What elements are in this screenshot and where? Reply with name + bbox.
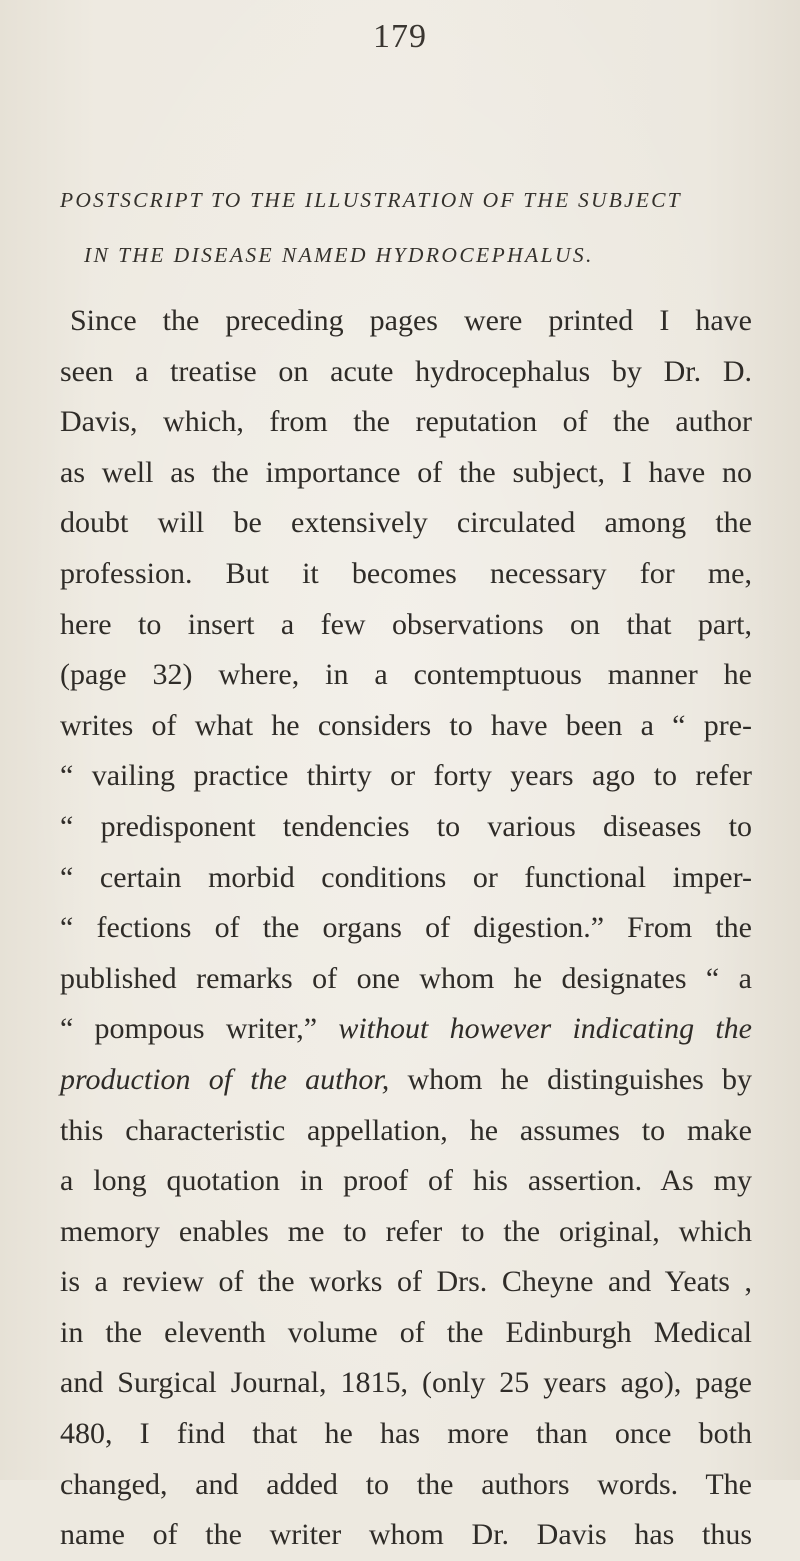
text-line: published remarks of one whom he designates “ a: [60, 961, 752, 995]
text-line: writes of what he considers to have been a “ pre-: [60, 708, 752, 742]
text-line: “ fections of the organs of digestion.” From the: [60, 911, 752, 945]
text-line: “ vailing practice thirty or forty years ago to refer: [60, 759, 752, 793]
page-number: 179: [373, 18, 427, 55]
text-line: (page 32) where, in a contemptuous manner he: [60, 658, 752, 692]
text-line: profession. But it becomes necessary for me,: [60, 556, 752, 590]
text-line: a long quotation in proof of his assertion. As my: [60, 1164, 752, 1198]
text-line: as well as the importance of the subject, I have no: [60, 455, 752, 489]
text-line-with-italic: [60, 1055, 752, 1106]
text-line: Davis, which, from the reputation of the author: [60, 405, 752, 439]
italic-text-segment: production of the author,: [60, 1062, 390, 1096]
text-line: is a review of the works of Drs. Cheyne and Yeats ,: [60, 1265, 752, 1299]
text-line: Since the preceding pages were printed I have: [70, 304, 752, 337]
text-line: and Surgical Journal, 1815, (only 25 years ago), page: [60, 1366, 752, 1400]
text-line: changed, and added to the authors words. The: [60, 1467, 752, 1501]
text-line: 480, I find that he has more than once both: [60, 1417, 752, 1451]
text-line: doubt will be extensively circulated among the: [60, 506, 752, 540]
text-line: in the eleventh volume of the Edinburgh Medical: [60, 1315, 752, 1349]
heading-line-1: POSTSCRIPT TO THE ILLUSTRATION OF THE SUBJECT: [60, 188, 682, 212]
text-line: this characteristic appellation, he assumes to make: [60, 1113, 752, 1147]
text-line-with-italic: [60, 1004, 752, 1055]
italic-text-segment: without however indicating the: [338, 1012, 752, 1046]
text-segment: “ pompous writer,”: [60, 1012, 339, 1046]
text-line: “ certain morbid conditions or functional imper-: [60, 860, 752, 894]
text-line: here to insert a few observations on that part,: [60, 607, 752, 641]
heading-line-2: IN THE DISEASE NAMED HYDROCEPHALUS.: [84, 243, 594, 267]
body-text: [60, 296, 752, 1561]
text-line: seen a treatise on acute hydrocephalus by Dr. D.: [60, 354, 752, 388]
text-line: name of the writer whom Dr. Davis has thus: [60, 1518, 752, 1552]
text-line: “ predisponent tendencies to various diseases to: [60, 809, 752, 843]
text-segment: whom he distinguishes by: [389, 1062, 753, 1096]
text-line: memory enables me to refer to the original, which: [60, 1214, 752, 1248]
